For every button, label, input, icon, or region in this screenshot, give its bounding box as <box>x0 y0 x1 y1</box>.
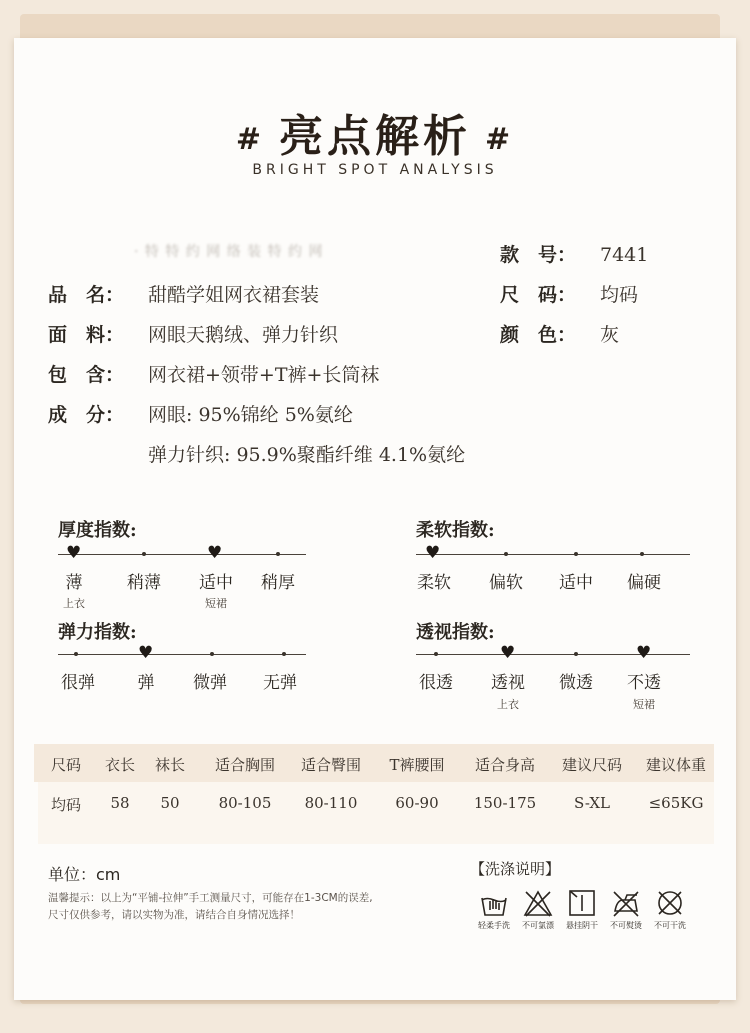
thickness-note: 上衣 <box>63 597 85 610</box>
scale-dot <box>282 652 286 656</box>
table-cell: S-XL <box>574 794 610 812</box>
transparency-index-title: 透视指数: <box>416 622 495 643</box>
table-header-cell: T裤腰围 <box>389 756 445 774</box>
hash-right: # <box>485 122 515 157</box>
title-text: 亮点解析 <box>279 111 471 162</box>
hang-dry-icon: 悬挂阴干 <box>558 888 606 931</box>
softness-scale-line <box>416 554 690 555</box>
thickness-level: 稍厚 <box>261 573 295 593</box>
table-header-cell: 建议尺码 <box>561 756 622 774</box>
spec-composition: 成 分： 网眼: 95%锦纶 5%氨纶 <box>48 404 353 426</box>
heart-icon: ♥ <box>636 643 652 663</box>
elasticity-index-title: 弹力指数: <box>58 622 137 643</box>
table-header-cell: 袜长 <box>154 756 185 774</box>
heart-icon: ♥ <box>138 643 154 663</box>
heart-icon: ♥ <box>66 543 82 563</box>
table-cell: 均码 <box>50 796 81 814</box>
no-dry-clean-icon: 不可干洗 <box>646 888 694 931</box>
table-cell: 150-175 <box>473 794 537 812</box>
table-header-cell: 建议体重 <box>645 756 706 774</box>
hash-left: # <box>235 122 265 157</box>
heart-icon: ♥ <box>207 543 223 563</box>
spec-composition-line2: 弹力针织: 95.9%聚酯纤维 4.1%氨纶 <box>148 444 466 466</box>
spec-style-no: 款 号： 7441 <box>500 244 649 266</box>
elasticity-level: 无弹 <box>263 673 297 693</box>
scale-dot <box>210 652 214 656</box>
spec-color: 颜 色： 灰 <box>500 324 620 346</box>
scale-dot <box>142 552 146 556</box>
no-iron-icon: 不可熨烫 <box>602 888 650 931</box>
transparency-note: 短裙 <box>633 698 655 711</box>
table-cell: 60-90 <box>395 794 439 812</box>
measurement-tip-line1: 温馨提示：以上为“平铺-拉伸”手工测量尺寸，可能存在1-3CM的误差, <box>48 892 373 904</box>
wash-instructions-title: 【洗涤说明】 <box>470 860 561 878</box>
table-header-cell: 尺码 <box>50 756 81 774</box>
scale-dot <box>276 552 280 556</box>
softness-level: 适中 <box>559 573 593 593</box>
scale-dot <box>574 552 578 556</box>
transparency-level: 不透 <box>627 673 661 693</box>
table-cell: 50 <box>160 794 180 812</box>
scale-dot <box>640 552 644 556</box>
spec-name: 品 名： 甜酷学姐网衣裙套装 <box>48 284 320 306</box>
elasticity-level: 弹 <box>137 673 155 693</box>
blurred-watermark-text: · 特 特 约 网 络 装 特 约 网 <box>134 244 324 260</box>
table-header-cell: 适合身高 <box>474 756 535 774</box>
table-header-cell: 适合臀围 <box>300 756 361 774</box>
thickness-level: 适中 <box>199 573 233 593</box>
thickness-note: 短裙 <box>205 597 227 610</box>
thickness-index-title: 厚度指数: <box>58 520 137 541</box>
thickness-scale-line <box>58 554 306 555</box>
table-header-cell: 适合胸围 <box>214 756 275 774</box>
table-cell: ≤65KG <box>648 794 704 812</box>
heart-icon: ♥ <box>425 543 441 563</box>
measurement-tip-line2: 尺寸仅供参考，请以实物为准，请结合自身情况选择！ <box>48 909 300 921</box>
softness-index-title: 柔软指数: <box>416 520 495 541</box>
scale-dot <box>504 552 508 556</box>
transparency-level: 透视 <box>491 673 525 693</box>
thickness-level: 稍薄 <box>127 573 161 593</box>
transparency-level: 微透 <box>559 673 593 693</box>
info-card <box>14 38 736 1000</box>
transparency-level: 很透 <box>419 673 453 693</box>
table-cell: 58 <box>110 794 130 812</box>
table-cell: 80-105 <box>218 794 272 812</box>
softness-level: 柔软 <box>417 573 451 593</box>
spec-fabric: 面 料： 网眼天鹅绒、弹力针织 <box>48 324 339 346</box>
elasticity-level: 微弹 <box>193 673 227 693</box>
no-bleach-icon: 不可氯漂 <box>514 888 562 931</box>
hand-wash-icon: 轻柔手洗 <box>470 888 518 931</box>
scale-dot <box>574 652 578 656</box>
transparency-note: 上衣 <box>497 698 519 711</box>
softness-level: 偏硬 <box>627 573 661 593</box>
softness-level: 偏软 <box>489 573 523 593</box>
spec-size: 尺 码： 均码 <box>500 284 639 306</box>
spec-contains: 包 含： 网衣裙+领带+T裤+长筒袜 <box>48 364 380 386</box>
page-title <box>14 100 736 164</box>
scale-dot <box>434 652 438 656</box>
thickness-level: 薄 <box>65 573 83 593</box>
page-subtitle: BRIGHT SPOT ANALYSIS <box>252 162 498 178</box>
unit-label: 单位：cm <box>48 865 121 884</box>
elasticity-scale-line <box>58 654 306 655</box>
table-header-cell: 衣长 <box>104 756 135 774</box>
scale-dot <box>74 652 78 656</box>
table-cell: 80-110 <box>304 794 358 812</box>
heart-icon: ♥ <box>500 643 516 663</box>
elasticity-level: 很弹 <box>61 673 95 693</box>
